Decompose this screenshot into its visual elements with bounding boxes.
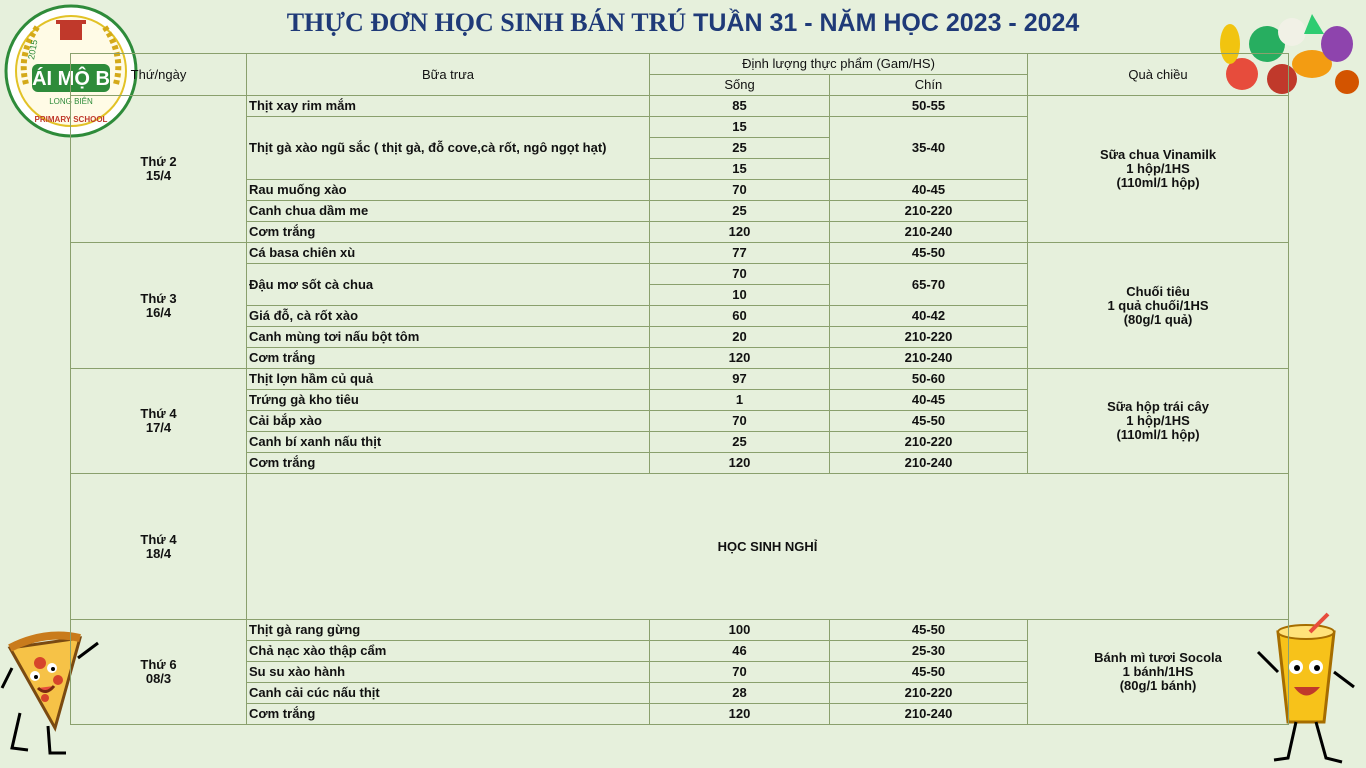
- logo-district: LONG BIÊN: [49, 97, 93, 106]
- cooked-quantity: 45-50: [830, 411, 1028, 432]
- day-cell: [71, 474, 247, 620]
- snack-line: 1 hộp/1HS: [1126, 161, 1190, 176]
- cooked-quantity: 210-220: [830, 683, 1028, 704]
- snack-cell: [1028, 620, 1289, 725]
- raw-quantity: 77: [650, 243, 830, 264]
- raw-quantity: 120: [650, 222, 830, 243]
- logo-year: 2015: [26, 38, 40, 61]
- snack-line: Sữa chua Vinamilk: [1099, 147, 1217, 162]
- day-cell: [71, 243, 247, 369]
- day-date: 18/4: [145, 545, 172, 561]
- raw-quantity: 1: [650, 390, 830, 411]
- menu-table: [70, 53, 1289, 725]
- title-main: THỰC ĐƠN HỌC SINH BÁN TRÚ: [286, 8, 687, 37]
- dish-name: Canh chua dầm me: [247, 201, 650, 222]
- raw-quantity: 85: [650, 96, 830, 117]
- raw-quantity: 97: [650, 369, 830, 390]
- snack-line: 1 quả chuối/1HS: [1107, 297, 1209, 313]
- dish-name: Giá đỗ, cà rốt xào: [247, 306, 650, 327]
- logo-name: ÁI MỘ B: [32, 68, 110, 90]
- snack-line: Sữa hộp trái cây: [1107, 399, 1209, 414]
- cooked-quantity: 210-240: [830, 453, 1028, 474]
- snack-line: Chuối tiêu: [1126, 283, 1190, 299]
- snack-cell: [1028, 243, 1289, 369]
- table-row: [71, 369, 1289, 390]
- raw-quantity: 25: [650, 138, 830, 159]
- raw-quantity: 70: [650, 662, 830, 683]
- raw-quantity: 20: [650, 327, 830, 348]
- cooked-quantity: 210-220: [830, 432, 1028, 453]
- raw-quantity: 70: [650, 180, 830, 201]
- dish-name: Cơm trắng: [247, 222, 650, 243]
- cooked-quantity: 210-240: [830, 348, 1028, 369]
- day-name: Thứ 4: [140, 406, 177, 421]
- snack-line: (80g/1 quả): [1123, 311, 1193, 327]
- dish-name: Su su xào hành: [247, 662, 650, 683]
- header-raw: Sống: [650, 75, 830, 96]
- title-week: TUẦN 31 - NĂM HỌC 2023 - 2024: [693, 9, 1080, 37]
- cooked-quantity: 35-40: [830, 117, 1028, 180]
- header-lunch: Bữa trưa: [247, 54, 650, 96]
- cooked-quantity: 50-60: [830, 369, 1028, 390]
- raw-quantity: 15: [650, 159, 830, 180]
- day-name: Thứ 3: [140, 290, 177, 306]
- cooked-quantity: 25-30: [830, 641, 1028, 662]
- day-date: 15/4: [145, 168, 172, 183]
- raw-quantity: 28: [650, 683, 830, 704]
- cooked-quantity: 45-50: [830, 662, 1028, 683]
- raw-quantity: 120: [650, 348, 830, 369]
- raw-quantity: 70: [650, 264, 830, 285]
- header-cooked: Chín: [830, 75, 1028, 96]
- snack-cell: [1028, 369, 1289, 474]
- day-name: Thứ 4: [140, 531, 177, 547]
- dish-name: Cơm trắng: [247, 348, 650, 369]
- dish-name: Canh mùng tơi nấu bột tôm: [247, 327, 650, 348]
- cooked-quantity: 45-50: [830, 243, 1028, 264]
- raw-quantity: 60: [650, 306, 830, 327]
- page-title: [0, 8, 1366, 38]
- dish-name: Thịt gà rang gừng: [247, 620, 650, 641]
- dish-name: Thịt lợn hầm củ quả: [247, 369, 650, 390]
- table-row: [71, 474, 1289, 620]
- raw-quantity: 10: [650, 285, 830, 306]
- dish-name: Cơm trắng: [247, 704, 650, 725]
- holiday-cell: HỌC SINH NGHỈ: [247, 474, 1289, 620]
- dish-name: Trứng gà kho tiêu: [247, 390, 650, 411]
- day-date: 08/3: [145, 671, 172, 686]
- logo-school: PRIMARY SCHOOL: [34, 115, 108, 124]
- dish-name: Rau muống xào: [247, 180, 650, 201]
- snack-line: (110ml/1 hộp): [1116, 175, 1200, 190]
- table-row: [71, 96, 1289, 117]
- cooked-quantity: 40-45: [830, 390, 1028, 411]
- day-name: Thứ 2: [140, 154, 177, 169]
- header-snack: Quà chiều: [1028, 54, 1289, 96]
- raw-quantity: 100: [650, 620, 830, 641]
- cooked-quantity: 210-240: [830, 704, 1028, 725]
- cooked-quantity: 210-220: [830, 201, 1028, 222]
- raw-quantity: 70: [650, 411, 830, 432]
- header-day: Thứ/ngày: [71, 54, 247, 96]
- dish-name: Cải bắp xào: [247, 411, 650, 432]
- snack-line: (80g/1 bánh): [1119, 678, 1197, 693]
- dish-name: Cá basa chiên xù: [247, 243, 650, 264]
- dish-name: Canh bí xanh nấu thịt: [247, 432, 650, 453]
- dish-name: Canh cải cúc nấu thịt: [247, 683, 650, 704]
- dish-name: Chả nạc xào thập cẩm: [247, 641, 650, 662]
- table-row: [71, 243, 1289, 264]
- raw-quantity: 46: [650, 641, 830, 662]
- snack-line: (110ml/1 hộp): [1116, 427, 1200, 442]
- cooked-quantity: 65-70: [830, 264, 1028, 306]
- dish-name: Cơm trắng: [247, 453, 650, 474]
- day-cell: [71, 620, 247, 725]
- dish-name: Thịt gà xào ngũ sắc ( thịt gà, đỗ cove,cà rốt, ngô ngọt hạt): [247, 117, 650, 180]
- cooked-quantity: 210-240: [830, 222, 1028, 243]
- table-row: [71, 620, 1289, 641]
- cooked-quantity: 210-220: [830, 327, 1028, 348]
- raw-quantity: 25: [650, 201, 830, 222]
- day-date: 17/4: [145, 420, 172, 435]
- header-quantity: Định lượng thực phẩm (Gam/HS): [650, 54, 1028, 75]
- cooked-quantity: 45-50: [830, 620, 1028, 641]
- day-date: 16/4: [145, 304, 172, 320]
- raw-quantity: 120: [650, 453, 830, 474]
- cooked-quantity: 50-55: [830, 96, 1028, 117]
- raw-quantity: 15: [650, 117, 830, 138]
- snack-cell: [1028, 96, 1289, 243]
- snack-line: Bánh mì tươi Socola: [1094, 650, 1222, 665]
- day-name: Thứ 6: [140, 657, 177, 672]
- snack-line: 1 hộp/1HS: [1126, 413, 1190, 428]
- raw-quantity: 25: [650, 432, 830, 453]
- day-cell: [71, 96, 247, 243]
- snack-line: 1 bánh/1HS: [1122, 664, 1194, 679]
- dish-name: Đậu mơ sốt cà chua: [247, 264, 650, 306]
- dish-name: Thịt xay rim mắm: [247, 96, 650, 117]
- day-cell: [71, 369, 247, 474]
- menu-body: [71, 96, 1289, 725]
- cooked-quantity: 40-42: [830, 306, 1028, 327]
- cooked-quantity: 40-45: [830, 180, 1028, 201]
- raw-quantity: 120: [650, 704, 830, 725]
